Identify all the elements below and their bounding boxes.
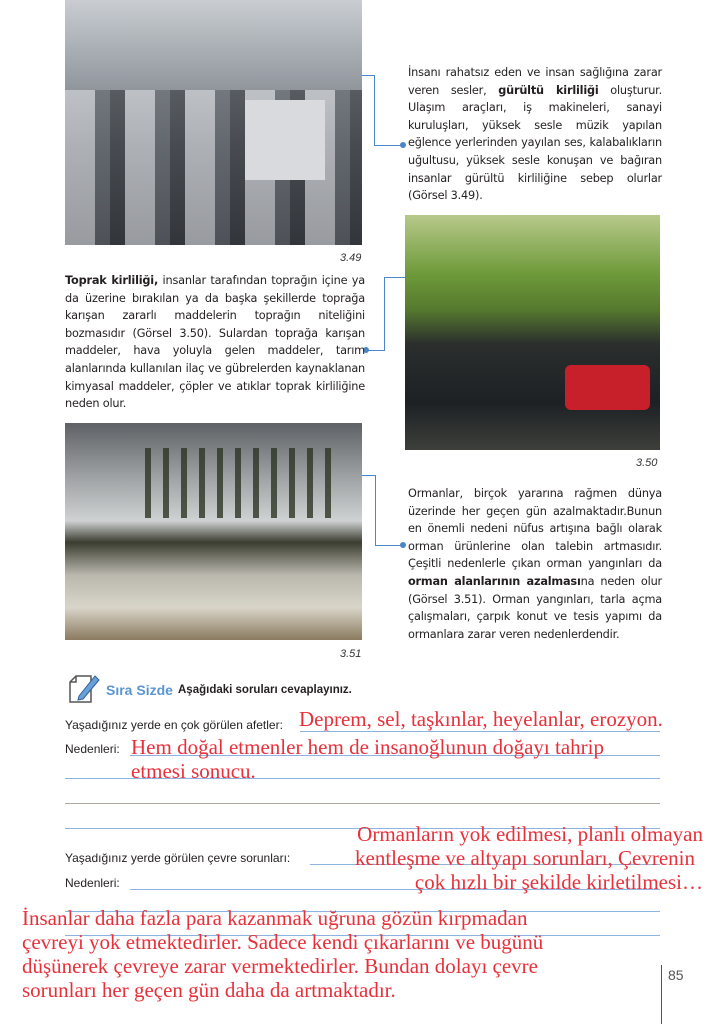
exercise-title: Sıra Sizde [106,682,173,698]
bold-term: Toprak kirliliği, [65,274,159,287]
traffic-photo [65,0,362,245]
page-number: 85 [668,967,684,983]
handwritten-answer: Deprem, sel, taşkınlar, heyelanlar, erozyon. [299,707,663,731]
bold-term: orman alanlarının azalması [408,574,581,588]
text: na neden olur (Görsel 3.51). Orman yangınları, tarla açma çalışmaları, çarpık konut ve tesis yapımı da ormanlara zarar veren nedenlerdendir. [408,574,662,641]
figure-caption-3-51: 3.51 [340,648,362,660]
handwritten-answer: Ormanların yok edilmesi, planlı olmayan [357,822,703,846]
handwritten-answer: Hem doğal etmenler hem de insanoğlunun doğayı tahrip [131,735,604,759]
figure-caption-3-49: 3.49 [340,252,362,264]
connector-line [375,545,402,546]
answer-line[interactable] [65,803,660,804]
text: Ormanlar, birçok yararına rağmen dünya üzerinde her geçen gün azalmaktadır.Bunun en önemli nedeni nüfus artışına bağlı olarak orman ürünlerine olan talebin artmasıdır. Çeşitli nedenlerle çıkan orman yangınları da [408,487,662,571]
text: İnsanı rahatsız eden ve insan sağlığına zarar veren sesler, [408,66,662,97]
bold-term: gürültü kirliliği [498,83,599,97]
question-disasters-label: Yaşadığınız yerde en çok görülen afetler: [65,718,283,732]
paragraph-noise-pollution [408,64,662,205]
figure-caption-3-50: 3.50 [636,457,658,469]
pencil-note-icon [67,672,101,706]
connector-line [374,145,402,146]
exercise-instruction: Aşağıdaki soruları cevaplayınız. [178,684,352,696]
handwritten-answer: düşünerek çevreye zarar vermektedirler. Bundan dolayı çevre [22,954,538,978]
text: oluşturur. Ulaşım araçları, iş makineleri, sanayi kuruluşları, yüksek sesle müzik yapılan eğlence yerlerinden yayılan ses, kalabalıkların uğultusu, yüksek sesle konuşan ve bağıran insanlar gürültü kirliliğine sebep olurlar (Görsel 3.49). [408,83,662,203]
page-number-divider [661,965,662,1024]
handwritten-answer: sorunları her geçen gün daha da artmaktadır. [22,978,396,1002]
handwritten-answer: çok hızlı bir şekilde kirletilmesi… [414,870,703,894]
connector-dot [400,142,406,148]
answer-line[interactable] [300,731,660,732]
question-environment-label: Yaşadığınız yerde görülen çevre sorunları: [65,851,291,865]
soil-pollution-photo [405,215,660,450]
question-environment-reasons-label: Nedenleri: [65,876,120,890]
paragraph-soil-pollution [65,272,365,413]
handwritten-answer: çevreyi yok etmektedirler. Sadece kendi çıkarlarını ve bugünü [22,930,544,954]
paragraph-forest-loss [408,485,662,643]
connector-line [362,75,375,146]
question-disasters-reasons-label: Nedenleri: [65,742,120,756]
handwritten-answer: İnsanlar daha fazla para kazanmak uğruna gözün kırpmadan [22,906,528,930]
connector-line [384,277,405,278]
handwritten-answer: kentleşme ve altyapı sorunları, Çevrenin [355,846,695,870]
text: insanlar tarafından toprağın içine ya da üzerine bırakılan ya da başka şekillerde toprağa karışan zararlı maddelerin toprağın niteliğini bozmasıdır (Görsel 3.50). Sulardan toprağa karışan maddeler, hava yoluyla gelen maddeler, tarım alanlarında kullanılan ilaç ve gübrelerden kaynaklanan kimyasal maddeler, çöpler ve atıklar toprak kirliliğine neden olur. [65,274,365,411]
connector-line [368,277,385,351]
burnt-forest-photo [65,423,362,640]
handwritten-answer: etmesi sonucu. [131,759,256,783]
connector-line [362,475,376,546]
connector-dot [400,542,406,548]
